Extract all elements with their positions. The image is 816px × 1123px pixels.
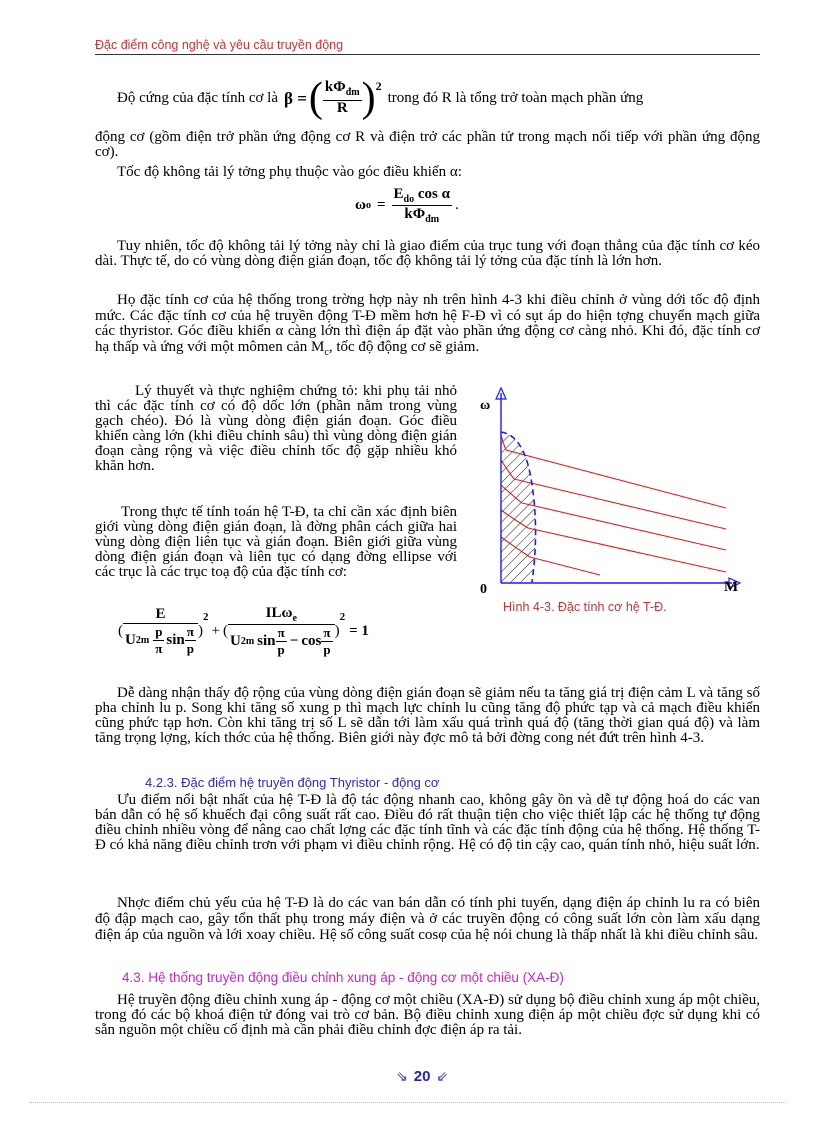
eq2-lparen2: ( [222, 623, 228, 639]
eq1-den: kΦ [404, 206, 426, 222]
omega-lhs: ω [355, 197, 366, 213]
paragraph-inductance: Dễ dàng nhận thấy độ rộng của vùng dòng điện gián đoạn sẽ giảm nếu ta tăng giá trị điện cảm L và tăng số pha chỉnh lu p. Song khi tăng số xung p thì mạch lực chỉnh lu cũng tăng độ phức tạp và cả mạch điều khiển cũng phức tạp hơn. Còn khi tăng trị số L sẽ dẫn tới làm xấu quá trình quá độ (tăng thời gian quá độ) và làm tăng trọng lợng, kích thớc của hệ thống. Biên giới này đợc mô tả bởi đờng cong nét đứt trên hình 4-3. [95, 685, 760, 746]
moment-sub: c [324, 346, 329, 358]
footer-right-arrow-icon: ⇙ [436, 1068, 449, 1084]
eq2-sq2: 2 [339, 611, 346, 623]
eq1-num-tail: cos α [414, 186, 450, 202]
paragraph-advantages: Ưu điểm nổi bật nhất của hệ T-Đ là độ tác động nhanh cao, không gây ồn và dễ tự động hoá do các van bán dẫn có hệ số khuếch đại công suất rất cao. Điều đó rất thuận tiện cho việc thiết lập các hệ thống tự động điều chỉnh nhiều vòng để nâng cao chất lợng các đặc tính tĩnh và các đặc tính động của hệ thống. Hệ thống T-Đ có khả năng điều chỉnh trơn với phạm vi điều chỉnh rộng. Hệ có độ tin cậy cao, quán tính nhỏ, hiệu suất lớn. [95, 792, 760, 853]
paragraph-xa-d: Hệ truyền động điều chỉnh xung áp - động cơ một chiều (XA-Đ) sử dụng bộ điều chỉnh xung áp một chiều, trong đó các bộ khoá điện tử đóng vai trò cơ bản. Bộ điều chỉnh xung điện áp một chiều đợc sử dụng khi có sẵn nguồn một chiều cố định mà cần phải điều chỉnh đợc điện áp ra tải. [95, 992, 760, 1038]
y-axis-label: ω [480, 398, 491, 413]
equation-ellipse [118, 605, 369, 658]
eq1-equals: = [376, 197, 386, 213]
figure-caption: Hình 4-3. Đặc tính cơ hệ T-Đ. [503, 600, 667, 614]
characteristic-line [522, 503, 726, 550]
beta-den: R [336, 100, 348, 116]
eq2-rhs: = 1 [349, 623, 369, 639]
eq1-den-sub: đm [425, 214, 440, 225]
section-heading-4-2-3: 4.2.3. Đặc điểm hệ truyền động Thyristor - động cơ [145, 775, 440, 790]
eq1-num: E [393, 186, 404, 202]
characteristic-lines [506, 450, 726, 575]
paren-right: ) [361, 75, 376, 121]
beta-square: 2 [375, 79, 382, 93]
eq2-f1-pi-over-p: $\frac{\pi}{p}$ [186, 624, 195, 656]
stiffness-text-line2: động cơ (gồm điện trở phần ứng động cơ R và điện trở các phần tử trong mạch nối tiếp với phần ứng động cơ). [95, 129, 760, 160]
characteristic-line [528, 528, 726, 572]
paragraph-theory: Lý thuyết và thực nghiệm chứng tỏ: khi phụ tải nhỏ thì các đặc tính cơ có độ dốc lớn (phần nằm trong vùng gạch chéo). Đó là vùng dòng điện gián đoạn. Góc điều khiển càng lớn (khi điều chỉnh sâu) thì vùng dòng điện gián đoạn càng rộng và việc điều chỉnh tốc độ gặp nhiều khó khăn hơn. [95, 383, 457, 474]
eq2-f1-den: U 2m $\frac{p}{\pi}$ sin $\frac{\pi}{p}$ [125, 624, 195, 656]
eq2-f2-num: ILω$_e$ [228, 605, 335, 625]
eq2-lparen1: ( [118, 623, 123, 639]
paragraph-boundary: Trong thực tế tính toán hệ T-Đ, ta chỉ cần xác định biên giới vùng dòng điện gián đoạn, là đờng phân cách giữa hai vùng dòng điện liên tục và gián đoạn. Biên giới giữa vùng dòng điện gián đoạn và liên tục có dạng đờng ellipse với các trục là các trục toạ độ của đặc tính cơ: [95, 504, 457, 580]
beta-formula [284, 77, 382, 119]
page-number [396, 1068, 448, 1085]
eq2-rparen2: ) [334, 623, 340, 639]
paragraph-disadvantages: Nhợc điểm chủ yếu của hệ T-Đ là do các van bán dẫn có tính phi tuyến, dạng điện áp chỉnh lu ra có biên độ đập mạch cao, gây tổn thất phụ trong máy điện và ở các truyền động có công suất lớn còn làm xấu dạng điện áp của nguồn và lới xoay chiều. Hệ số công suất cosφ của hệ nói chung là thấp nhất là khi điều chỉnh sâu. [95, 895, 760, 943]
eq2-rparen1: ) [198, 623, 204, 639]
stiffness-text-before: Độ cứng của đặc tính cơ là [117, 89, 279, 106]
origin-label: 0 [480, 582, 487, 597]
eq2-f2-den: U 2m sin $\frac{\pi}{p}$ − cos $\frac{\pi}{p}$ [229, 625, 331, 657]
beta-num: kΦ [324, 79, 346, 95]
characteristic-line [514, 479, 726, 529]
paren-left: ( [308, 75, 323, 121]
omega-lhs-sub: o [365, 200, 371, 211]
beta-num-sub: đm [345, 87, 360, 98]
section-heading-4-3: 4.3. Hệ thống truyền động điều chỉnh xung áp - động cơ một chiều (XA-Đ) [122, 970, 564, 985]
page-header: Đặc điểm công nghệ và yêu cầu truyền động [95, 38, 344, 52]
eq2-fraction-2 [228, 605, 335, 658]
beta-symbol: β = [284, 88, 307, 108]
discontinuous-zone [501, 425, 546, 585]
eq2-f1-num: E [123, 606, 198, 624]
eq2-plus: + [211, 623, 220, 639]
stiffness-text-after: trong đó R là tổng trở toàn mạch phần ứng [387, 89, 644, 106]
eq1-fraction [392, 186, 452, 225]
eq2-f2-pi-over-p: $\frac{\pi}{p}$ [277, 625, 285, 657]
paragraph-stiffness [95, 68, 760, 160]
characteristic-line [530, 557, 600, 575]
paragraph-characteristic-family: Họ đặc tính cơ của hệ thống trong trờng hợp này nh trên hình 4-3 khi điều chỉnh ở vùng dới tốc độ định mức. Các đặc tính cơ của hệ truyền động T-Đ mềm hơn hệ F-Đ vì có sụt áp do hiện tợng chuyển mạch giữa các thyristor. Góc điều khiển α càng lớn thì điện áp đặt vào phần ứng động cơ càng nhỏ. Khi đó, đặc tính cơ hạ thấp và ứng với một mômen cản $M_c$, tốc độ động cơ sẽ giảm. [95, 292, 760, 358]
eq2-f1-p-over-pi: $\frac{p}{\pi}$ [155, 624, 163, 656]
figure-4-3 [470, 385, 760, 625]
eq2-f2-pi-over-p-2: $\frac{\pi}{p}$ [323, 625, 331, 657]
header-rule [95, 54, 760, 55]
paragraph-no-load-speed: Tốc độ không tải lý tởng phụ thuộc vào góc điều khiển α: [117, 164, 462, 180]
footer-rule [30, 1102, 786, 1103]
x-axis-label: M [724, 579, 739, 595]
eq1-end: . [454, 197, 459, 213]
beta-fraction [323, 80, 362, 116]
paragraph-no-load-note: Tuy nhiên, tốc độ không tải lý tởng này chỉ là giao điểm của trục tung với đoạn thẳng của đặc tính cơ kéo dài. Thực tế, do có vùng dòng điện gián đoạn, tốc độ không tải lý tởng của đặc tính là lớn hơn. [95, 238, 760, 269]
equation-omega-0 [355, 186, 459, 225]
characteristic-line [506, 450, 726, 508]
eq1-num-sub: do [403, 194, 415, 205]
page-number-value: 20 [413, 1068, 431, 1085]
eq2-sq1: 2 [203, 611, 209, 623]
eq2-fraction-1 [123, 606, 198, 657]
footer-left-arrow-icon: ⇘ [396, 1068, 408, 1084]
